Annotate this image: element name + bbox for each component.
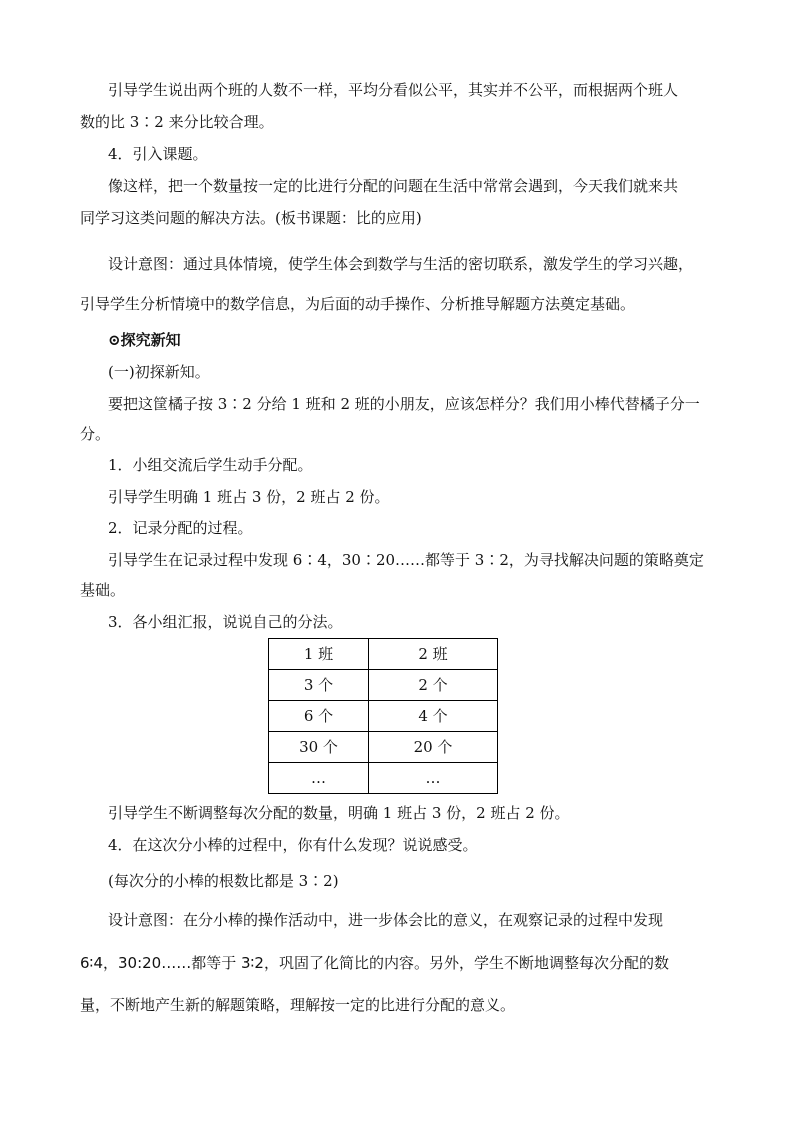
table-cell: 6 个	[269, 701, 369, 732]
table-row	[269, 701, 498, 732]
paragraph-line: 分。	[80, 425, 111, 443]
paragraph-line: 数的比 3∶2 来分比较合理。	[80, 113, 274, 131]
table-cell: 20 个	[369, 732, 498, 763]
step-heading: 4．引入课题。	[108, 145, 208, 163]
table-cell: …	[369, 763, 498, 794]
design-intent-line: 设计意图：在分小棒的操作活动中，进一步体会比的意义，在观察记录的过程中发现	[108, 911, 664, 929]
paragraph-line: (每次分的小棒的根数比都是 3∶2)	[108, 872, 339, 890]
table-row	[269, 732, 498, 763]
table-cell: 3 个	[269, 670, 369, 701]
design-intent-line: 6∶4，30:20……都等于 3∶2，巩固了化简比的内容。另外，学生不断地调整每次分配的数	[80, 954, 669, 972]
step-heading: 1．小组交流后学生动手分配。	[108, 456, 313, 474]
paragraph-line: 要把这筐橘子按 3∶2 分给 1 班和 2 班的小朋友，应该怎样分？我们用小棒代替橘子分一	[108, 395, 700, 413]
table-row	[269, 763, 498, 794]
paragraph-line: 引导学生不断调整每次分配的数量，明确 1 班占 3 份，2 班占 2 份。	[108, 804, 570, 822]
paragraph-line: 同学习这类问题的解决方法。(板书课题：比的应用)	[80, 209, 422, 227]
paragraph-line: 像这样，把一个数量按一定的比进行分配的问题在生活中常常会遇到，今天我们就来共	[108, 177, 679, 195]
design-intent-line: 引导学生分析情境中的数学信息，为后面的动手操作、分析推导解题方法奠定基础。	[80, 295, 636, 313]
table-header-cell: 1 班	[269, 639, 369, 670]
table-cell: 30 个	[269, 732, 369, 763]
paragraph-line: 引导学生在记录过程中发现 6∶4，30∶20……都等于 3∶2，为寻找解决问题的策略奠定	[108, 551, 704, 569]
table-cell: 4 个	[369, 701, 498, 732]
table-row	[269, 670, 498, 701]
table-cell: 2 个	[369, 670, 498, 701]
paragraph-line: 引导学生明确 1 班占 3 份，2 班占 2 份。	[108, 488, 390, 506]
paragraph-line: 引导学生说出两个班的人数不一样，平均分看似公平，其实并不公平，而根据两个班人	[108, 81, 679, 99]
table-header-cell: 2 班	[369, 639, 498, 670]
subsection-heading: (一)初探新知。	[108, 363, 210, 381]
design-intent-line: 设计意图：通过具体情境，使学生体会到数学与生活的密切联系，激发学生的学习兴趣，	[108, 255, 694, 273]
step-heading: 4．在这次分小棒的过程中，你有什么发现？说说感受。	[108, 836, 478, 854]
table-header-row	[269, 639, 498, 670]
step-heading: 2．记录分配的过程。	[108, 519, 253, 537]
design-intent-line: 量，不断地产生新的解题策略，理解按一定的比进行分配的意义。	[80, 996, 516, 1014]
paragraph-line: 基础。	[80, 581, 126, 599]
table-cell: …	[269, 763, 369, 794]
step-heading: 3．各小组汇报，说说自己的分法。	[108, 613, 343, 631]
section-heading: ⊙探究新知	[108, 331, 181, 349]
distribution-table	[268, 638, 498, 794]
